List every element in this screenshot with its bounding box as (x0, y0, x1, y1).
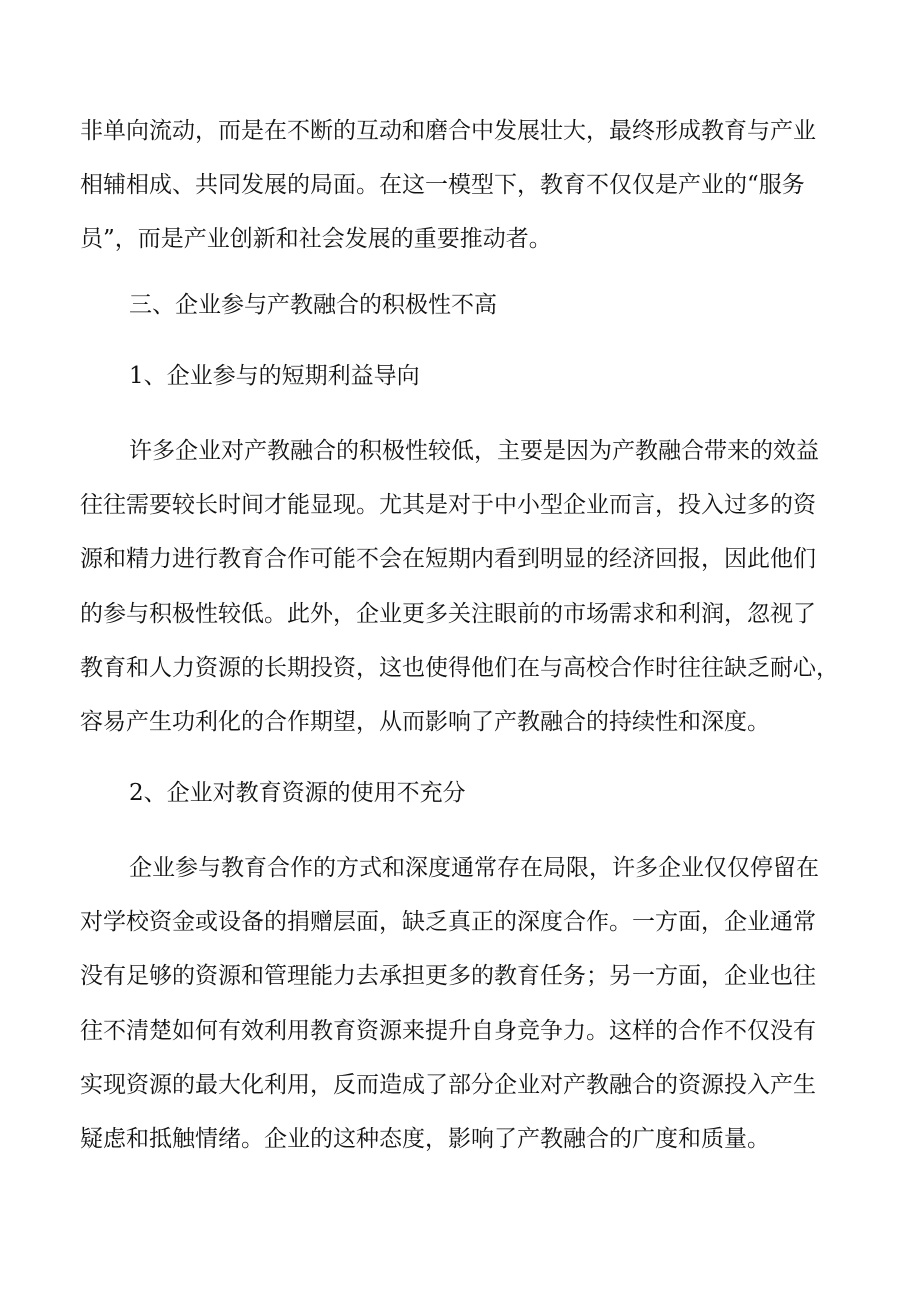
subsection-1-paragraph (80, 424, 840, 749)
paragraph-line: 源和精力进行教育合作可能不会在短期内看到明显的经济回报，因此他们 (80, 546, 816, 573)
paragraph-line: 往不清楚如何有效利用教育资源来提升自身竞争力。这样的合作不仅没有 (80, 1017, 816, 1044)
paragraph-line: 实现资源的最大化利用，反而造成了部分企业对产教融合的资源投入产生 (80, 1071, 816, 1098)
subsection-1-heading: 1、企业参与的短期利益导向 (129, 363, 420, 389)
paragraph-line: 许多企业对产教融合的积极性较低，主要是因为产教融合带来的效益 (129, 438, 819, 464)
paragraph-line: 往往需要较长时间才能显现。尤其是对于中小型企业而言，投入过多的资 (80, 492, 816, 519)
paragraph-line: 的参与积极性较低。此外，企业更多关注眼前的市场需求和利润，忽视了 (80, 600, 816, 627)
paragraph-line: 相辅相成、共同发展的局面。在这一模型下，教育不仅仅是产业的“服务 (80, 172, 805, 199)
subsection-2-heading: 2、企业对教育资源的使用不充分 (129, 780, 466, 806)
section-heading: 三、企业参与产教融合的积极性不高 (129, 292, 497, 318)
paragraph-line: 教育和人力资源的长期投资，这也使得他们在与高校合作时往往缺乏耐心， (80, 654, 839, 681)
paragraph-line: 非单向流动，而是在不断的互动和磨合中发展壮大，最终形成教育与产业 (80, 118, 816, 144)
paragraph-line: 没有足够的资源和管理能力去承担更多的教育任务；另一方面，企业也往 (80, 963, 816, 990)
paragraph-line: 企业参与教育合作的方式和深度通常存在局限，许多企业仅仅停留在 (129, 855, 819, 881)
paragraph-line: 容易产生功利化的合作期望，从而影响了产教融合的持续性和深度。 (80, 708, 770, 735)
paragraph-line: 员”，而是产业创新和社会发展的重要推动者。 (80, 226, 552, 253)
paragraph-line: 对学校资金或设备的捐赠层面，缺乏真正的深度合作。一方面，企业通常 (80, 909, 816, 936)
paragraph-line: 疑虑和抵触情绪。企业的这种态度，影响了产教融合的广度和质量。 (80, 1125, 770, 1152)
subsection-2-paragraph (80, 841, 840, 1166)
intro-paragraph (80, 104, 840, 267)
